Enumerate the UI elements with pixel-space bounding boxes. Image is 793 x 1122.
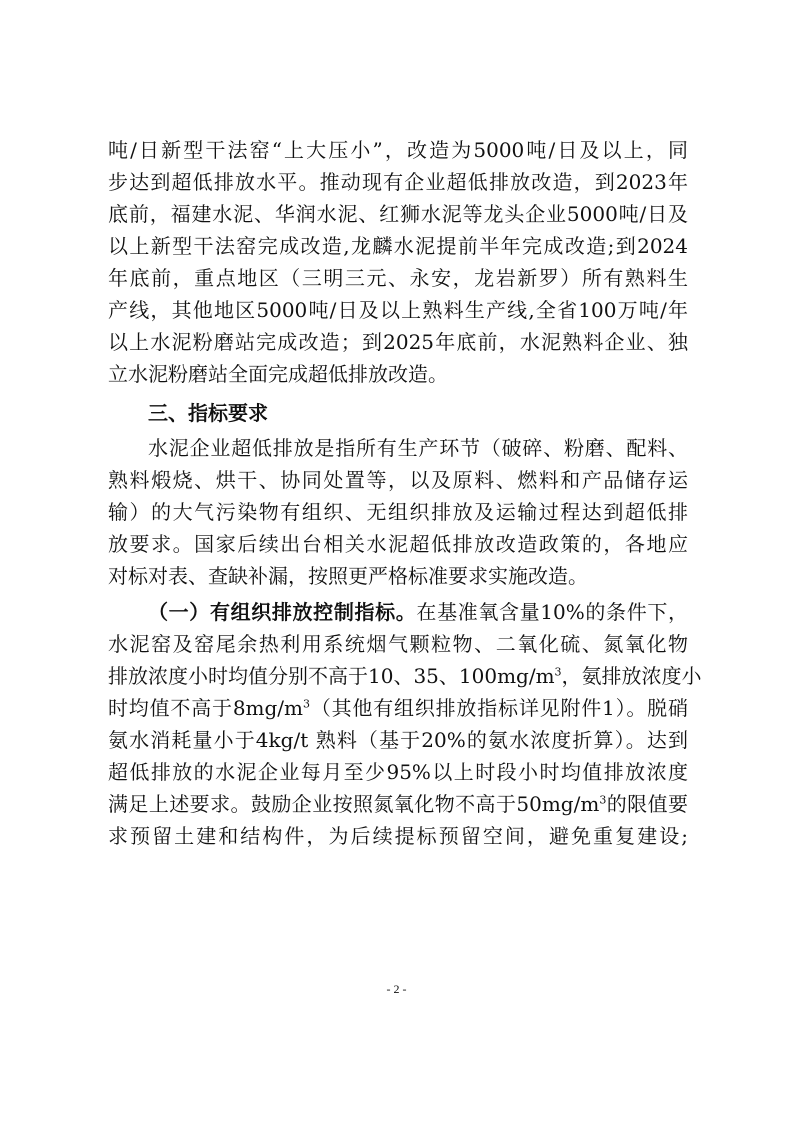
subsection-title: （一）有组织排放控制指标。 [148, 600, 417, 624]
text-line: 步达到超低排放水平。推动现有企业超低排放改造，到2023年 [108, 170, 688, 194]
text-line: 水泥窑及窑尾余热利用系统烟气颗粒物、二氧化硫、氮氧化物 [108, 632, 688, 656]
text-line: 放要求。国家后续出台相关水泥超低排放改造政策的，各地应 [108, 532, 688, 556]
text-line [108, 692, 688, 724]
text-line: 产线，其他地区5000吨/日及以上熟料生产线,全省100万吨/年 [108, 298, 688, 322]
document-body [108, 134, 702, 852]
text-span: 排放浓度小时均值分别不高于10、35、100mg/m [108, 664, 555, 688]
text-line [108, 596, 688, 628]
text-line: 对标对表、查缺补漏，按照更严格标准要求实施改造。 [108, 564, 588, 588]
text-line: 年底前，重点地区（三明三元、永安，龙岩新罗）所有熟料生 [108, 266, 688, 290]
text-line: 求预留土建和结构件，为后续提标预留空间，避免重复建设; [108, 824, 688, 848]
text-line: 输）的大气污染物有组织、无组织排放及运输过程达到超低排 [108, 500, 688, 524]
text-span: ，氨排放浓度小 [561, 664, 702, 688]
paragraph-progress [108, 134, 688, 390]
text-line: 以上水泥粉磨站完成改造；到2025年底前，水泥熟料企业、独 [108, 330, 688, 354]
text-span: 时均值不高于8mg/m [108, 696, 304, 720]
text-span: （其他有组织排放指标详见附件1）。脱硝 [310, 696, 688, 720]
text-line: 超低排放的水泥企业每月至少95%以上时段小时均值排放浓度 [108, 760, 688, 784]
text-line: 水泥企业超低排放是指所有生产环节（破碎、粉磨、配料、 [148, 436, 688, 460]
superscript: 3 [554, 665, 562, 679]
paragraph-definition [108, 432, 688, 592]
text-line: 立水泥粉磨站全面完成超低排放改造。 [108, 362, 448, 386]
superscript: 3 [599, 793, 607, 807]
text-line: 熟料煅烧、烘干、协同处置等，以及原料、燃料和产品储存运 [108, 468, 688, 492]
paragraph-organized-emission [108, 596, 702, 852]
text-line [108, 788, 688, 820]
text-span: 满足上述要求。鼓励企业按照氮氧化物不高于50mg/m [108, 792, 600, 816]
text-span: 在基准氧含量10%的条件下， [416, 600, 689, 624]
text-line: 吨/日新型干法窑“上大压小”，改造为5000吨/日及以上，同 [108, 138, 688, 162]
page-number: - 2 - [386, 982, 407, 996]
text-span: 的限值要 [606, 792, 689, 816]
section-heading: 三、指标要求 [148, 401, 268, 425]
text-line [108, 660, 702, 692]
superscript: 3 [303, 697, 311, 711]
text-line: 以上新型干法窑完成改造,龙麟水泥提前半年完成改造;到2024 [108, 234, 688, 258]
text-line: 底前，福建水泥、华润水泥、红狮水泥等龙头企业5000吨/日及 [108, 202, 688, 226]
text-line: 氨水消耗量小于4kg/t 熟料（基于20%的氨水浓度折算）。达到 [108, 728, 688, 752]
